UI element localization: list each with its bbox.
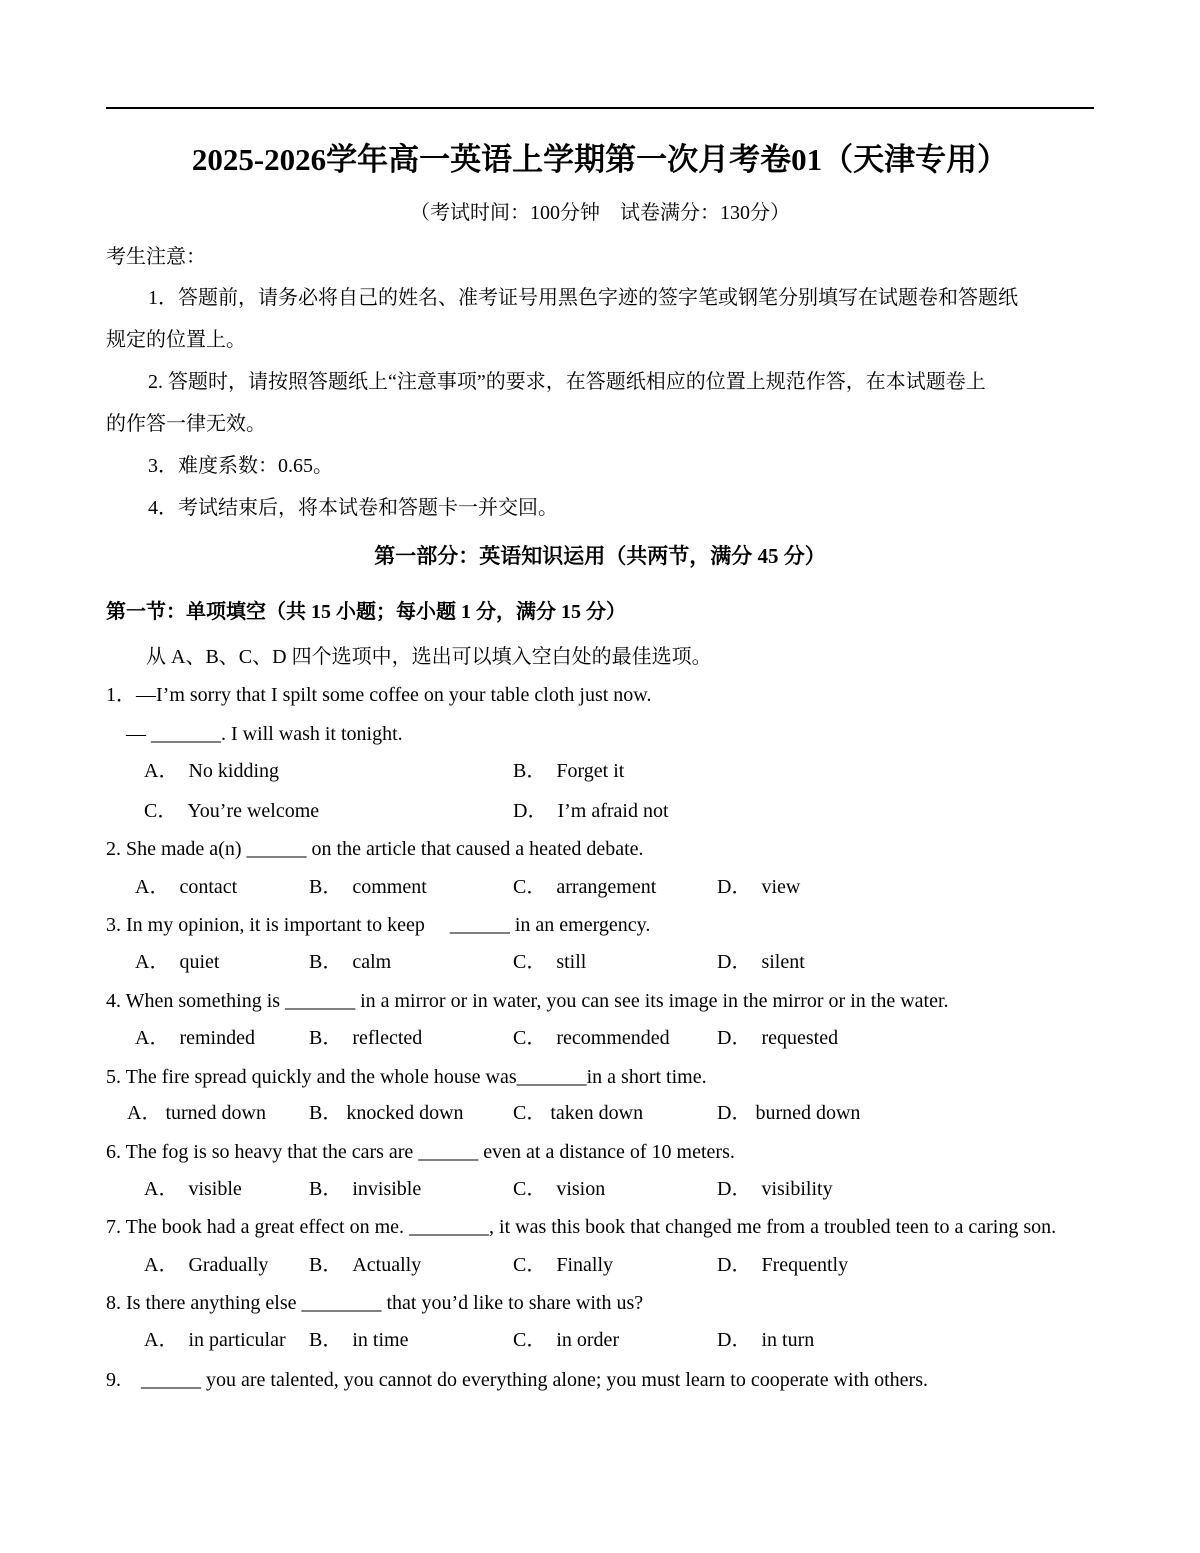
section-instruction: 从 A、B、C、D 四个选项中，选出可以填入空白处的最佳选项。 [146, 646, 712, 668]
option-letter: B． [309, 1102, 343, 1124]
option-letter: A． [135, 876, 170, 898]
question-9-stem: 9. ______ you are talented, you cannot do everything alone; you must learn to cooperate with others. [106, 1369, 929, 1391]
question-3-option-b[interactable] [309, 952, 391, 972]
option-text: arrangement [556, 876, 657, 898]
option-text: invisible [352, 1178, 422, 1200]
question-7-stem: 7. The book had a great effect on me. ________, it was this book that changed me from a troubled teen to a caring son. [106, 1216, 1057, 1238]
question-7-option-c[interactable] [513, 1255, 613, 1275]
option-text: requested [761, 1027, 839, 1049]
exam-subtitle: （考试时间：100分钟 试卷满分：130分） [410, 202, 790, 224]
option-text: comment [352, 876, 427, 898]
question-5-option-d[interactable] [717, 1103, 860, 1123]
option-letter: C． [513, 951, 547, 973]
option-text: view [761, 876, 801, 898]
option-letter: C． [144, 800, 178, 822]
question-3-stem: 3. In my opinion, it is important to keep ______ in an emergency. [106, 914, 651, 936]
option-text: visible [188, 1178, 242, 1200]
question-4-option-d[interactable] [717, 1028, 838, 1048]
option-letter: D． [717, 1329, 752, 1351]
question-7-option-a[interactable] [144, 1255, 268, 1275]
part-title: 第一部分：英语知识运用（共两节，满分 45 分） [374, 544, 826, 568]
question-3-option-a[interactable] [135, 952, 219, 972]
option-letter: D． [717, 1027, 752, 1049]
notice-item-2-line-1: 2. 答题时，请按照答题纸上“注意事项”的要求，在答题纸相应的位置上规范作答，在本试题卷上 [148, 371, 986, 393]
question-5-option-b[interactable] [309, 1103, 464, 1123]
option-text: Frequently [761, 1254, 849, 1276]
option-letter: C． [513, 1329, 547, 1351]
option-text: in particular [188, 1329, 286, 1351]
option-text: contact [179, 876, 238, 898]
option-text: turned down [165, 1102, 266, 1124]
option-text: silent [761, 951, 805, 973]
option-text: in turn [761, 1329, 815, 1351]
option-letter: C． [513, 1254, 547, 1276]
option-letter: B． [309, 1329, 343, 1351]
option-letter: A． [144, 1329, 179, 1351]
question-5-option-a[interactable] [127, 1103, 266, 1123]
option-letter: C． [513, 1102, 547, 1124]
option-text: Gradually [188, 1254, 269, 1276]
question-3-option-c[interactable] [513, 952, 586, 972]
question-4-option-b[interactable] [309, 1028, 422, 1048]
option-text: burned down [755, 1102, 861, 1124]
option-text: Finally [556, 1254, 614, 1276]
section-title: 第一节：单项填空（共 15 小题；每小题 1 分，满分 15 分） [106, 601, 626, 623]
option-letter: D． [717, 876, 752, 898]
notice-item-1-line-1: 1．答题前，请务必将自己的姓名、准考证号用黑色字迹的签字笔或钢笔分别填写在试题卷和答题纸 [148, 287, 1018, 309]
option-letter: B． [309, 1178, 343, 1200]
option-letter: A． [144, 760, 179, 782]
question-2-option-c[interactable] [513, 877, 656, 897]
option-letter: D． [717, 1102, 752, 1124]
option-letter: C． [513, 1027, 547, 1049]
question-1-option-a[interactable] [144, 761, 279, 781]
question-1-stem-reply: — _______. I will wash it tonight. [126, 723, 403, 745]
option-letter: B． [309, 1027, 343, 1049]
option-text: in order [556, 1329, 620, 1351]
option-text: You’re welcome [187, 800, 320, 822]
question-6-stem: 6. The fog is so heavy that the cars are ______ even at a distance of 10 meters. [106, 1141, 735, 1163]
question-1-option-b[interactable] [513, 761, 624, 781]
option-text: Forget it [556, 760, 625, 782]
option-text: vision [556, 1178, 606, 1200]
option-letter: D． [717, 1178, 752, 1200]
question-8-option-b[interactable] [309, 1330, 408, 1350]
question-4-option-c[interactable] [513, 1028, 670, 1048]
option-text: taken down [550, 1102, 644, 1124]
option-text: No kidding [188, 760, 280, 782]
question-5-stem: 5. The fire spread quickly and the whole house was_______in a short time. [106, 1066, 707, 1088]
question-2-option-b[interactable] [309, 877, 427, 897]
question-8-option-d[interactable] [717, 1330, 814, 1350]
option-text: Actually [352, 1254, 422, 1276]
question-1-option-d[interactable] [513, 801, 669, 821]
option-letter: B． [309, 951, 343, 973]
option-text: I’m afraid not [557, 800, 669, 822]
question-6-option-c[interactable] [513, 1179, 605, 1199]
question-2-option-d[interactable] [717, 877, 800, 897]
option-text: in time [352, 1329, 409, 1351]
notice-heading: 考生注意： [106, 246, 206, 268]
question-2-option-a[interactable] [135, 877, 237, 897]
option-letter: A． [127, 1102, 162, 1124]
option-text: reminded [179, 1027, 255, 1049]
question-3-option-d[interactable] [717, 952, 805, 972]
option-text: recommended [556, 1027, 670, 1049]
option-text: quiet [179, 951, 220, 973]
option-letter: B． [513, 760, 547, 782]
question-6-option-a[interactable] [144, 1179, 242, 1199]
option-letter: C． [513, 876, 547, 898]
notice-item-1-line-2: 规定的位置上。 [106, 329, 246, 351]
option-letter: D． [717, 1254, 752, 1276]
question-4-option-a[interactable] [135, 1028, 255, 1048]
question-4-stem: 4. When something is _______ in a mirror or in water, you can see its image in the mirror or in the water. [106, 990, 949, 1012]
option-letter: A． [144, 1254, 179, 1276]
question-1-option-c[interactable] [144, 801, 319, 821]
question-7-option-d[interactable] [717, 1255, 848, 1275]
notice-item-3: 3．难度系数：0.65。 [148, 455, 333, 477]
exam-title: 2025-2026学年高一英语上学期第一次月考卷01（天津专用） [191, 142, 1009, 177]
option-letter: D． [513, 800, 548, 822]
notice-item-4: 4．考试结束后，将本试卷和答题卡一并交回。 [148, 497, 558, 519]
option-letter: B． [309, 1254, 343, 1276]
option-letter: D． [717, 951, 752, 973]
question-5-option-c[interactable] [513, 1103, 643, 1123]
option-letter: C． [513, 1178, 547, 1200]
question-8-option-c[interactable] [513, 1330, 619, 1350]
header-rule [106, 107, 1094, 109]
option-text: still [556, 951, 587, 973]
option-letter: A． [135, 951, 170, 973]
notice-item-2-line-2: 的作答一律无效。 [106, 413, 266, 435]
option-text: calm [352, 951, 392, 973]
option-text: visibility [761, 1178, 833, 1200]
question-1-stem: 1．—I’m sorry that I spilt some coffee on your table cloth just now. [106, 684, 652, 706]
option-letter: A． [135, 1027, 170, 1049]
option-text: reflected [352, 1027, 423, 1049]
question-8-option-a[interactable] [144, 1330, 286, 1350]
question-7-option-b[interactable] [309, 1255, 421, 1275]
option-letter: A． [144, 1178, 179, 1200]
question-8-stem: 8. Is there anything else ________ that you’d like to share with us? [106, 1292, 644, 1314]
question-6-option-b[interactable] [309, 1179, 421, 1199]
question-6-option-d[interactable] [717, 1179, 833, 1199]
option-text: knocked down [346, 1102, 464, 1124]
question-2-stem: 2. She made a(n) ______ on the article that caused a heated debate. [106, 838, 644, 860]
option-letter: B． [309, 876, 343, 898]
